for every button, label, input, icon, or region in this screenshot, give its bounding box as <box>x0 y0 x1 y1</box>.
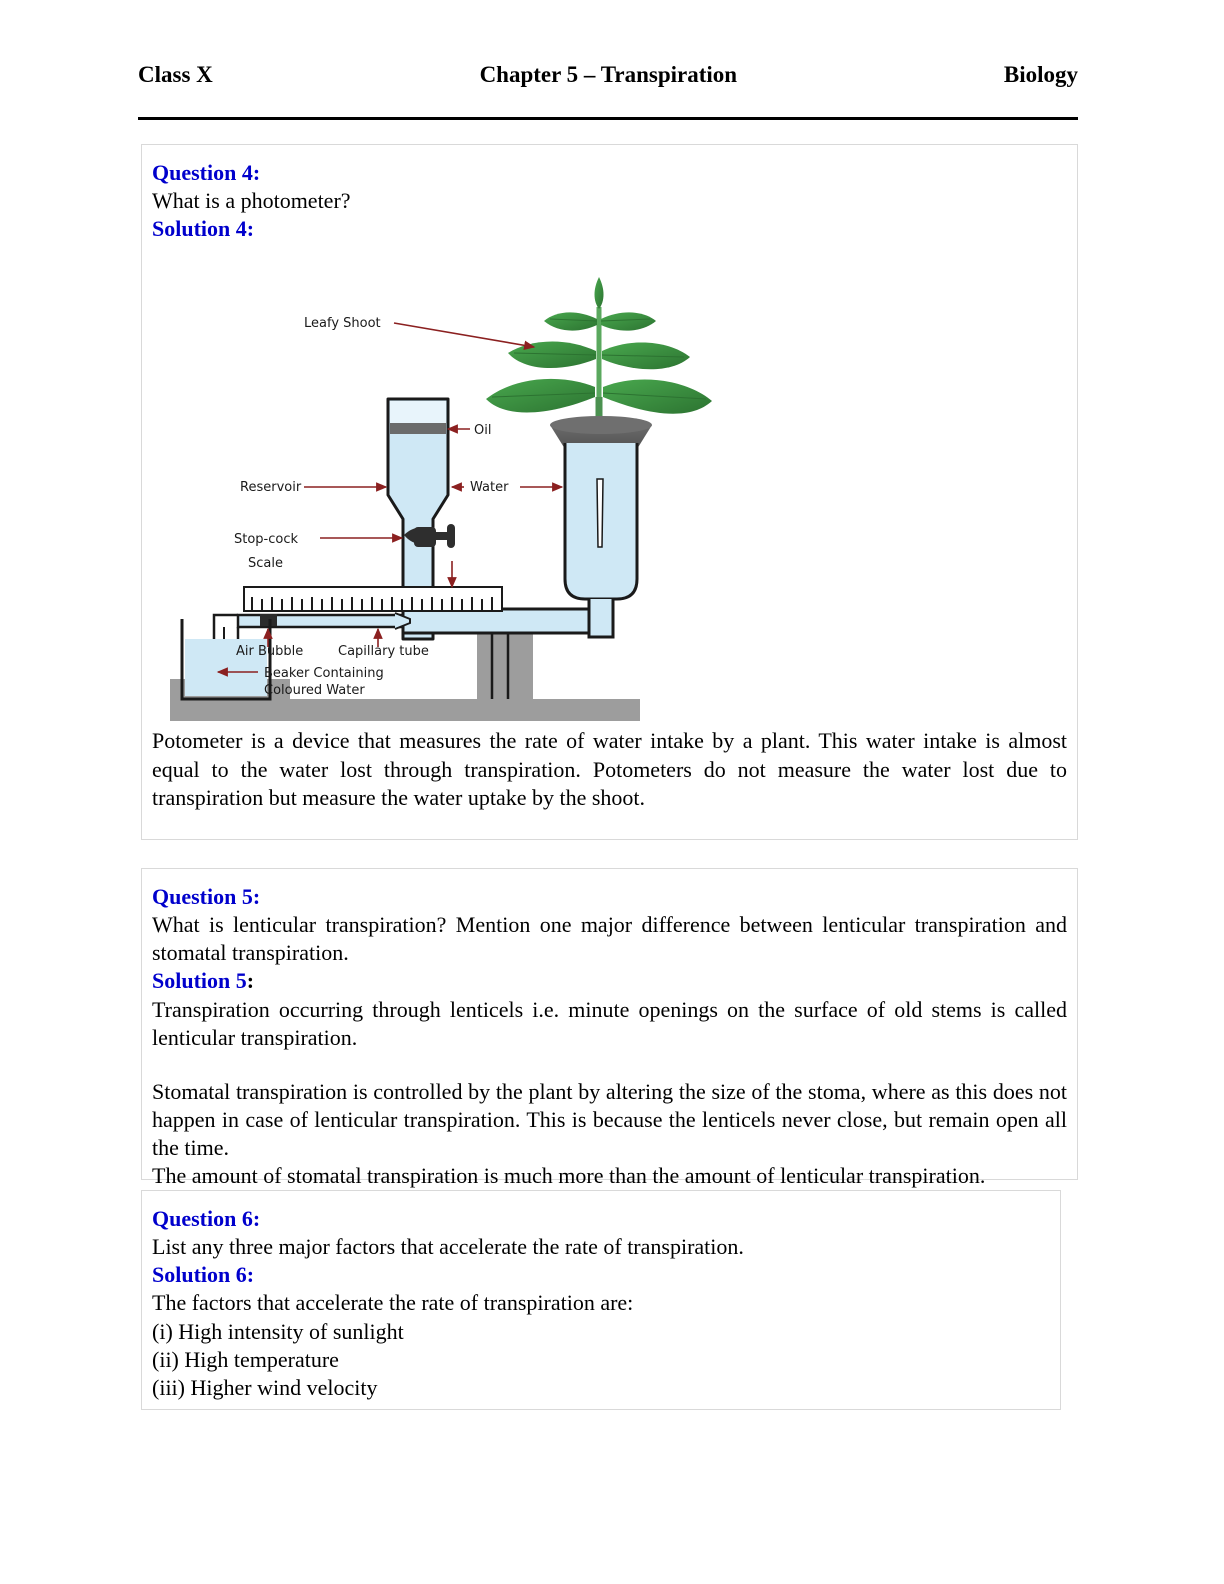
header-chapter-title: Chapter 5 – Transpiration <box>479 62 738 87</box>
solution-5-paragraph-1: Transpiration occurring through lenticels i.e. minute openings on the surface of old stems is called lenticular transpiration. <box>152 996 1067 1050</box>
header-divider <box>138 117 1078 120</box>
measuring-scale-ruler <box>244 587 502 611</box>
question-5-box <box>141 868 1078 1189</box>
question-6-text: List any three major factors that accelerate the rate of transpiration. <box>152 1234 744 1260</box>
factor-item: (i) High intensity of sunlight <box>152 1318 404 1344</box>
label-oil: Oil <box>474 423 492 439</box>
question-5-text: What is lenticular transpiration? Mention one major difference between lenticular transpiration and stomatal transpiration. <box>152 912 1067 966</box>
question-6-box <box>141 1190 1061 1410</box>
page-header <box>138 62 1078 88</box>
label-beaker-line2: Coloured Water <box>264 683 365 699</box>
solution-5-label-colon: : <box>246 968 255 994</box>
solution-6-intro: The factors that accelerate the rate of transpiration are: <box>152 1290 634 1316</box>
solution-5-label-text: Solution 5 <box>152 968 247 994</box>
leafy-shoot-plant <box>486 277 712 435</box>
solution-5-paragraph-2: Stomatal transpiration is controlled by the plant by altering the size of the stoma, where as this does not happen in case of lenticular transpiration. This is because the lenticels never close, but remain open all the time. <box>152 1078 1067 1161</box>
question-4-box <box>141 144 1078 840</box>
solution-6-label: Solution 6: <box>152 1262 255 1288</box>
beaker-coloured-water <box>182 619 270 699</box>
paragraph-spacer <box>152 1052 1067 1078</box>
label-stop-cock: Stop-cock <box>234 532 299 548</box>
solution-4-label: Solution 4: <box>152 216 255 242</box>
label-leafy-shoot: Leafy Shoot <box>304 316 381 332</box>
label-air-bubble: Air Bubble <box>236 644 304 660</box>
factor-item: (iii) Higher wind velocity <box>152 1374 378 1400</box>
label-reservoir: Reservoir <box>240 480 302 496</box>
solution-5-label <box>152 967 1067 995</box>
factor-item: (ii) High temperature <box>152 1346 339 1372</box>
header-subject-label: Biology <box>1003 62 1078 87</box>
header-class-label: Class X <box>138 62 213 87</box>
solution-4-text: Potometer is a device that measures the rate of water intake by a plant. This water intake is almost equal to the water lost through transpiration. Potometers do not measure the water lost due to transpiration but measure the water uptake by the shoot. <box>152 728 1067 810</box>
question-5-label: Question 5: <box>152 884 261 909</box>
label-water: Water <box>470 480 509 496</box>
potometer-diagram <box>152 247 1089 727</box>
label-scale: Scale <box>248 556 283 572</box>
question-4-text: What is a photometer? <box>152 188 351 214</box>
label-capillary-tube: Capillary tube <box>338 644 429 660</box>
solution-5-paragraph-3: The amount of stomatal transpiration is much more than the amount of lenticular transpiration. <box>152 1163 986 1189</box>
question-4-label: Question 4: <box>152 160 261 185</box>
question-6-label: Question 6: <box>152 1206 261 1231</box>
label-beaker-line1: Beaker Containing <box>264 666 384 682</box>
